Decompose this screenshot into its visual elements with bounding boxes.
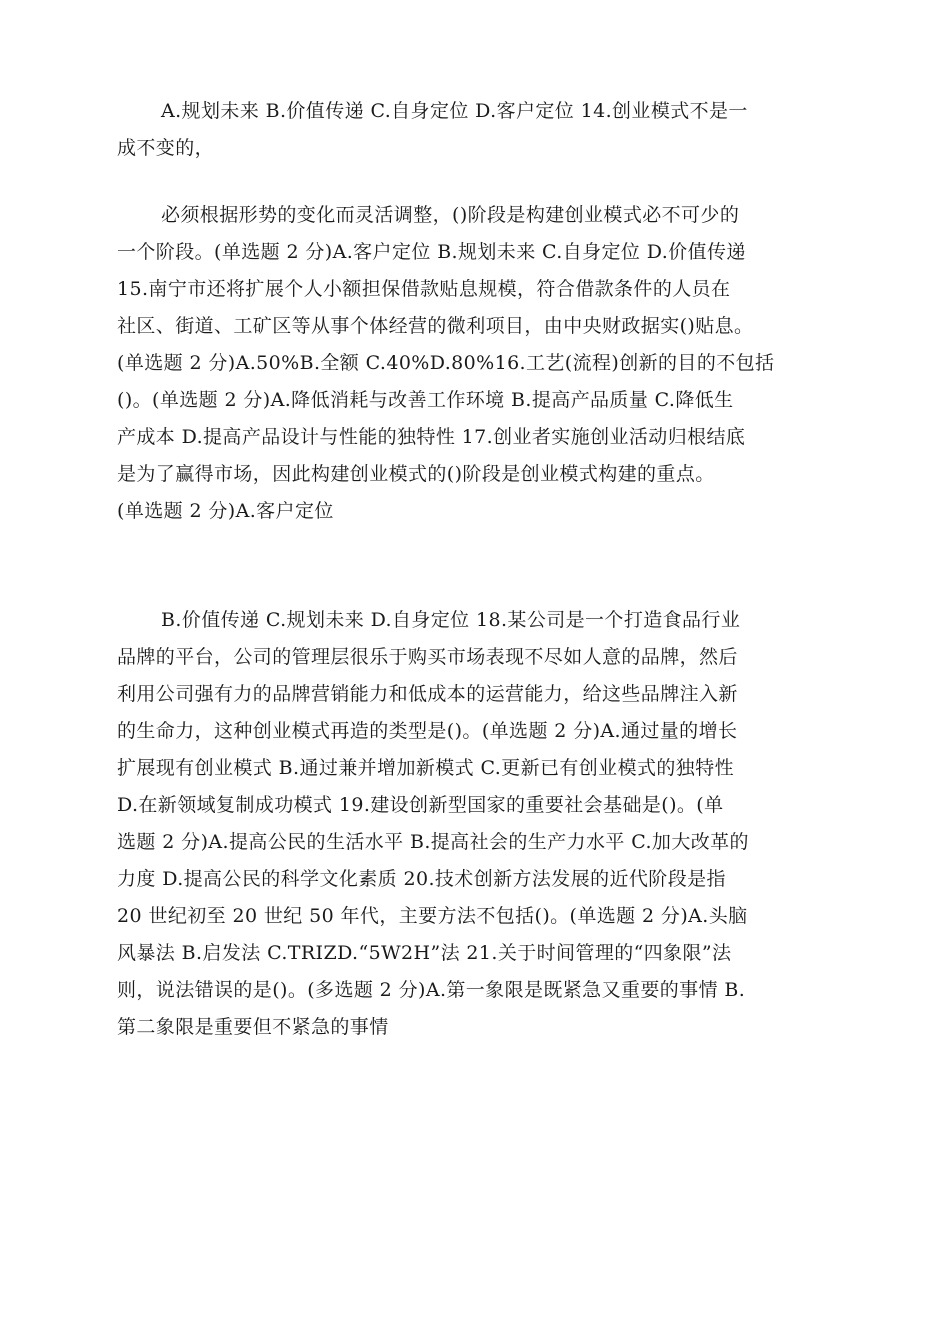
text-line: 品牌的平台，公司的管理层很乐于购买市场表现不尽如人意的品牌，然后 [117,646,738,668]
paragraph [117,93,837,167]
text-line: 一个阶段。(单选题 2 分)A.客户定位 B.规划未来 C.自身定位 D.价值传递 [117,241,746,263]
text-line: 必须根据形势的变化而灵活调整，()阶段是构建创业模式必不可少的 [161,204,740,226]
text-line: 第二象限是重要但不紧急的事情 [117,1016,389,1038]
text-line: 产成本 D.提高产品设计与性能的独特性 17.创业者实施创业活动归根结底 [117,426,746,448]
text-line: (单选题 2 分)A.50%B.全额 C.40%D.80%16.工艺(流程)创新的目的不包括 [117,352,775,374]
text-line: 力度 D.提高公民的科学文化素质 20.技术创新方法发展的近代阶段是指 [117,868,726,890]
text-line: D.在新领域复制成功模式 19.建设创新型国家的重要社会基础是()。(单 [117,794,724,816]
text-line: 利用公司强有力的品牌营销能力和低成本的运营能力，给这些品牌注入新 [117,683,738,705]
text-line: A.规划未来 B.价值传递 C.自身定位 D.客户定位 14.创业模式不是一 [161,100,748,122]
text-line: 成不变的， [117,137,215,159]
text-line: (单选题 2 分)A.客户定位 [117,500,334,522]
text-line: 是为了赢得市场，因此构建创业模式的()阶段是创业模式构建的重点。 [117,463,715,485]
text-line: 的生命力，这种创业模式再造的类型是()。(单选题 2 分)A.通过量的增长 [117,720,738,742]
text-line: 15.南宁市还将扩展个人小额担保借款贴息规模，符合借款条件的人员在 [117,278,731,300]
text-line: 则，说法错误的是()。(多选题 2 分)A.第一象限是既紧急又重要的事情 B. [117,979,746,1001]
text-line: 风暴法 B.启发法 C.TRIZD.“5W2H”法 21.关于时间管理的“四象限”法 [117,942,732,964]
paragraph [117,197,837,530]
text-line: 20 世纪初至 20 世纪 50 年代，主要方法不包括()。(单选题 2 分)A.头脑 [117,905,748,927]
text-line: ()。(单选题 2 分)A.降低消耗与改善工作环境 B.提高产品质量 C.降低生 [117,389,734,411]
text-line: 选题 2 分)A.提高公民的生活水平 B.提高社会的生产力水平 C.加大改革的 [117,831,749,853]
text-line: 扩展现有创业模式 B.通过兼并增加新模式 C.更新已有创业模式的独特性 [117,757,734,779]
paragraph [117,602,837,1046]
text-line: 社区、街道、工矿区等从事个体经营的微利项目，由中央财政据实()贴息。 [117,315,754,337]
text-line: B.价值传递 C.规划未来 D.自身定位 18.某公司是一个打造食品行业 [161,609,741,631]
